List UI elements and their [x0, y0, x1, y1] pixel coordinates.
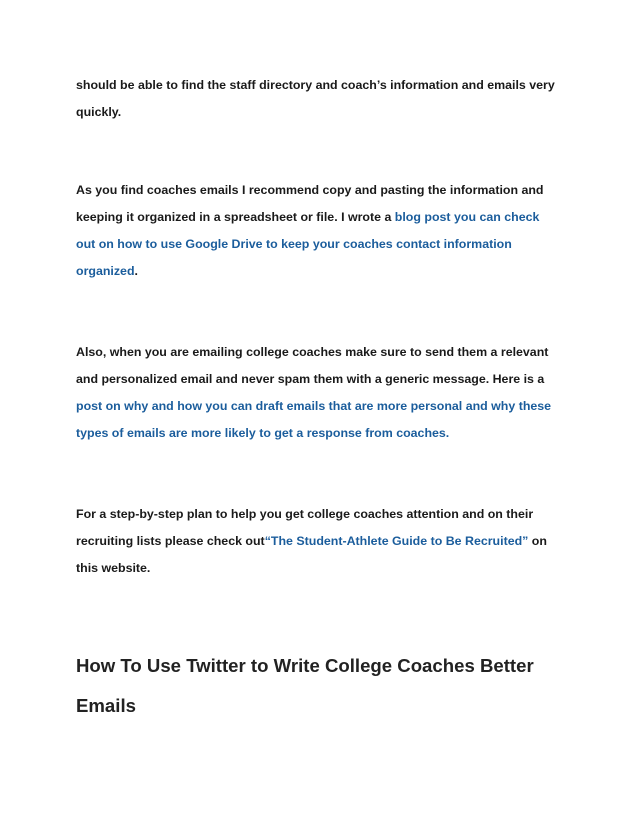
blog-post-link-end[interactable]: organized	[76, 264, 135, 278]
heading-line: Emails	[76, 695, 136, 716]
text-line: Also, when you are emailing college coaches make sure to send them a relevant	[76, 345, 549, 359]
text-line: this website.	[76, 561, 151, 575]
section-heading	[76, 646, 534, 726]
personal-emails-link[interactable]: post on why and how you can draft emails that are more personal and why these	[76, 399, 552, 413]
text-line: should be able to find the staff directory and coach’s information and emails very	[76, 78, 555, 92]
text-line	[76, 204, 576, 231]
recruiting-guide-link[interactable]: “The Student-Athlete Guide to Be Recruited”	[264, 534, 529, 548]
text-line	[76, 393, 576, 420]
text-segment: keeping it organized in a spreadsheet or file. I wrote a	[76, 210, 395, 224]
text-line: As you find coaches emails I recommend copy and pasting the information and	[76, 183, 544, 197]
paragraph-personal-emails	[76, 339, 576, 447]
text-segment: on	[528, 534, 547, 548]
text-line: and personalized email and never spam them with a generic message. Here is a	[76, 372, 545, 386]
paragraph-organize-emails	[76, 177, 576, 285]
heading-line: How To Use Twitter to Write College Coaches Better	[76, 655, 534, 676]
text-line	[76, 420, 576, 447]
text-line: quickly.	[76, 105, 122, 119]
text-line: For a step-by-step plan to help you get college coaches attention and on their	[76, 507, 534, 521]
text-line	[76, 528, 576, 555]
paragraph-staff-directory	[76, 72, 576, 126]
text-segment: recruiting lists please check out	[76, 534, 265, 548]
text-segment: .	[134, 264, 138, 278]
text-line	[76, 258, 576, 285]
blog-post-link[interactable]: blog post you can check	[394, 210, 540, 224]
blog-post-link-continued[interactable]: out on how to use Google Drive to keep your coaches contact information	[76, 237, 512, 251]
paragraph-step-by-step	[76, 501, 576, 582]
text-line	[76, 231, 576, 258]
personal-emails-link-continued[interactable]: types of emails are more likely to get a response from coaches.	[76, 426, 450, 440]
